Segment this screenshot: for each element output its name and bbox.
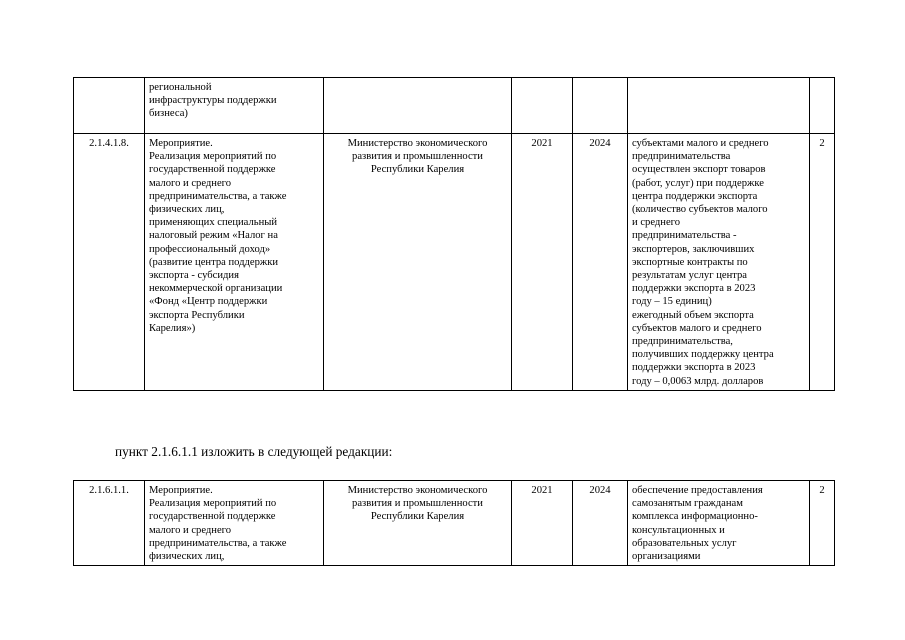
measure-name-line: Мероприятие. — [149, 485, 213, 496]
executor-line: Министерство экономического — [347, 485, 488, 496]
executor-line: Республики Карелия — [370, 164, 465, 176]
result-line: центра поддержки экспорта — [632, 190, 758, 202]
measure-name-line: физических лиц, — [149, 551, 225, 563]
measure-name-line: предпринимательства, а также — [149, 537, 287, 549]
result-line: субъектов малого и среднего — [632, 322, 762, 334]
result-line: экспортные контракты по — [632, 256, 748, 268]
amendment-heading: пункт 2.1.6.1.1 изложить в следующей редакции: — [115, 444, 393, 459]
result-line: результатам услуг центра — [632, 270, 748, 282]
result-line: году – 15 единиц) — [632, 296, 712, 308]
executor-cell — [324, 78, 512, 134]
table-row — [74, 481, 835, 566]
measure-name-line: государственной поддержке — [149, 164, 276, 176]
result-line: году – 0,0063 млрд. долларов — [632, 375, 764, 387]
measure-name-line: применяющих специальный — [149, 217, 278, 229]
result-line: экспортеров, заключивших — [632, 243, 755, 255]
result-line: организациями — [632, 551, 701, 563]
table-row — [74, 134, 835, 391]
executor-line: Республики Карелия — [370, 511, 465, 523]
result-line: предпринимательства — [632, 151, 731, 163]
executor-line: развития и промышленности — [352, 151, 483, 163]
executor-line: Министерство экономического — [347, 138, 488, 149]
result-line: предпринимательства - — [632, 230, 737, 242]
executor-cell — [324, 134, 512, 391]
measure-name-line: Карелия») — [149, 322, 196, 334]
result-line: комплекса информационно- — [632, 511, 758, 523]
measure-number-cell: 2.1.6.1.1. — [74, 481, 145, 566]
start-year-cell: 2021 — [512, 134, 573, 391]
measure-name-line: экспорта Республики — [149, 309, 245, 321]
executor-line: развития и промышленности — [352, 498, 483, 510]
measure-name-cell — [145, 78, 324, 134]
start-year-cell: 2021 — [512, 481, 573, 566]
measure-name-line: малого и среднего — [149, 524, 232, 536]
executor-cell — [324, 481, 512, 566]
result-line: предпринимательства, — [632, 336, 733, 348]
result-line: и среднего — [632, 217, 681, 229]
measure-name-line: налоговый режим «Налог на — [149, 230, 278, 242]
result-cell — [628, 78, 810, 134]
measure-name-line: экспорта - субсидия — [149, 270, 239, 282]
result-line: (количество субъектов малого — [632, 204, 768, 216]
result-line: поддержки экспорта в 2023 — [632, 283, 756, 295]
measure-name-cell — [145, 134, 324, 391]
result-line: образовательных услуг — [632, 537, 737, 549]
result-cell — [628, 481, 810, 566]
measure-name-line: региональной — [149, 82, 212, 93]
end-year-cell: 2024 — [573, 134, 628, 391]
measure-name-line: малого и среднего — [149, 177, 232, 189]
measure-name-line: Мероприятие. — [149, 138, 213, 149]
measure-name-line: некоммерческой организации — [149, 283, 283, 295]
result-line: (работ, услуг) при поддержке — [632, 177, 764, 189]
result-line: поддержки экспорта в 2023 — [632, 362, 756, 374]
value-cell: 2 — [810, 134, 835, 391]
measure-name-line: физических лиц, — [149, 204, 225, 216]
measure-name-line: инфраструктуры поддержки — [149, 95, 277, 107]
measure-name-line: Реализация мероприятий по — [149, 151, 277, 163]
measure-name-line: бизнеса) — [149, 108, 188, 120]
measures-table-continued — [73, 77, 835, 391]
result-line: субъектами малого и среднего — [632, 138, 769, 149]
result-line: получивших поддержку центра — [632, 349, 774, 361]
value-cell — [810, 78, 835, 134]
measure-name-line: «Фонд «Центр поддержки — [149, 296, 268, 308]
start-year-cell — [512, 78, 573, 134]
measure-name-line: профессиональный доход» — [149, 243, 271, 255]
measure-number-cell: 2.1.4.1.8. — [74, 134, 145, 391]
measure-name-line: Реализация мероприятий по — [149, 498, 277, 510]
result-line: осуществлен экспорт товаров — [632, 164, 766, 176]
table-row — [74, 78, 835, 134]
result-line: ежегодный объем экспорта — [632, 309, 754, 321]
measure-name-line: предпринимательства, а также — [149, 190, 287, 202]
value-cell: 2 — [810, 481, 835, 566]
measure-name-line: (развитие центра поддержки — [149, 256, 279, 268]
result-cell — [628, 134, 810, 391]
measure-name-cell — [145, 481, 324, 566]
measure-number-cell — [74, 78, 145, 134]
result-line: консультационных и — [632, 524, 725, 536]
end-year-cell — [573, 78, 628, 134]
result-line: самозанятым гражданам — [632, 498, 743, 510]
measures-table-amended — [73, 480, 835, 566]
measure-name-line: государственной поддержке — [149, 511, 276, 523]
result-line: обеспечение предоставления — [632, 485, 763, 496]
end-year-cell: 2024 — [573, 481, 628, 566]
